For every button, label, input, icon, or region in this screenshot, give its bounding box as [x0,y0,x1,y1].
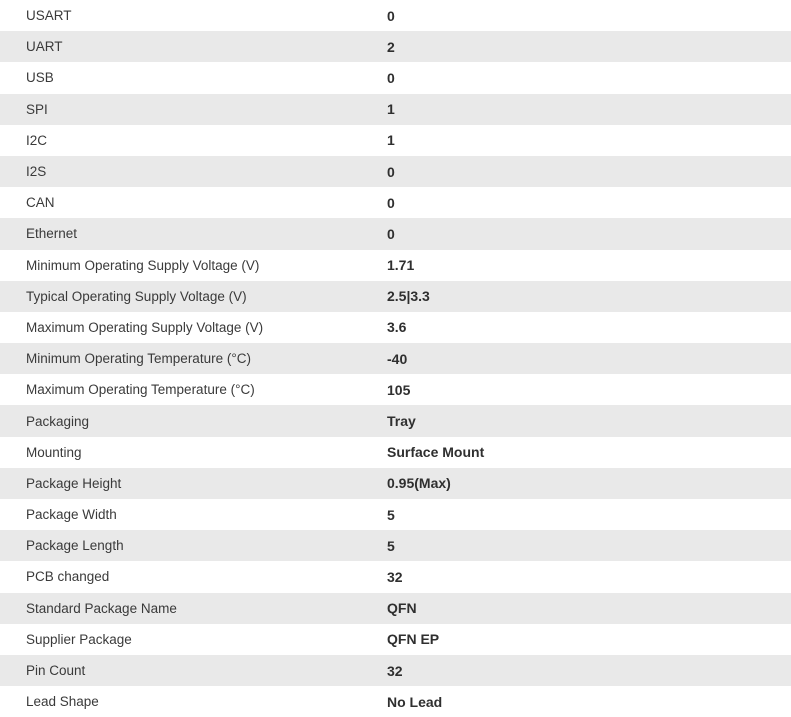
spec-value: 2.5|3.3 [387,288,430,305]
spec-label: Typical Operating Supply Voltage (V) [26,288,247,304]
spec-label: UART [26,39,63,55]
spec-value: -40 [387,350,408,367]
spec-label: Maximum Operating Temperature (°C) [26,382,255,398]
table-row [0,686,791,717]
table-row [0,499,791,530]
table-row [0,405,791,436]
table-row [0,624,791,655]
spec-label: I2C [26,132,48,148]
spec-label: Ethernet [26,226,78,242]
table-row [0,593,791,624]
table-row [0,0,791,31]
spec-value: 1 [387,132,395,149]
spec-label: Minimum Operating Supply Voltage (V) [26,257,260,273]
spec-value: 0.95(Max) [387,475,451,492]
spec-label: Maximum Operating Supply Voltage (V) [26,319,264,335]
table-row [0,125,791,156]
spec-value: Surface Mount [387,444,485,461]
table-row [0,655,791,686]
spec-label: Supplier Package [26,631,132,647]
table-row [0,156,791,187]
spec-value: 3.6 [387,319,407,336]
table-row [0,530,791,561]
spec-value: 0 [387,225,395,242]
table-row [0,312,791,343]
table-row [0,187,791,218]
spec-value: 2 [387,38,395,55]
spec-label: Standard Package Name [26,600,177,616]
spec-label: Package Height [26,475,122,491]
spec-value: 32 [387,568,403,585]
spec-label: Mounting [26,444,82,460]
spec-label: Minimum Operating Temperature (°C) [26,351,251,367]
spec-value: 0 [387,69,395,86]
spec-value: 0 [387,194,395,211]
spec-value: No Lead [387,693,443,710]
spec-value: Tray [387,413,416,430]
spec-value: 1.71 [387,257,415,274]
spec-label: Packaging [26,413,90,429]
table-row [0,31,791,62]
spec-label: USB [26,70,54,86]
spec-value: 0 [387,163,395,180]
table-row [0,250,791,281]
spec-label: SPI [26,101,48,117]
spec-label: I2S [26,164,47,180]
table-row [0,281,791,312]
spec-value: QFN [387,600,417,617]
table-row [0,343,791,374]
spec-label: USART [26,8,72,24]
table-row [0,218,791,249]
spec-label: Package Length [26,538,124,554]
spec-label: CAN [26,195,55,211]
table-row [0,468,791,499]
table-row [0,374,791,405]
table-row [0,94,791,125]
spec-value: 32 [387,662,403,679]
table-row [0,437,791,468]
spec-value: 5 [387,537,395,554]
spec-label: Lead Shape [26,694,99,710]
table-row [0,561,791,592]
spec-value: QFN EP [387,631,440,648]
spec-label: Package Width [26,507,117,523]
spec-value: 0 [387,7,395,24]
spec-label: PCB changed [26,569,110,585]
spec-label: Pin Count [26,663,86,679]
table-row [0,62,791,93]
spec-value: 105 [387,381,411,398]
spec-value: 5 [387,506,395,523]
spec-value: 1 [387,101,395,118]
